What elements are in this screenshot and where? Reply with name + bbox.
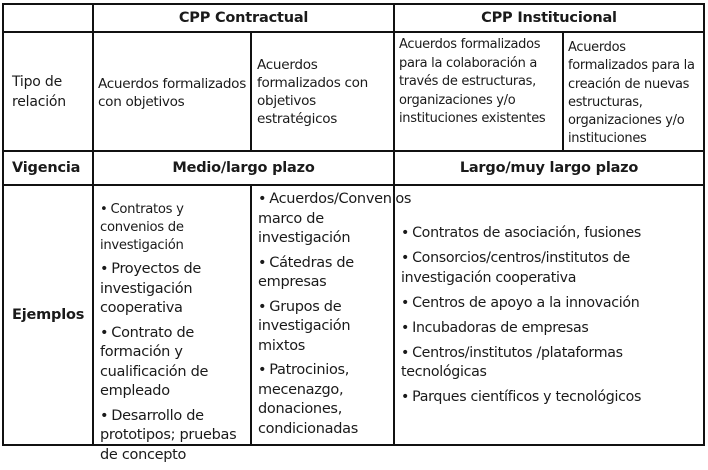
list-item: • Contratos de asociación, fusiones bbox=[401, 225, 641, 241]
list-item: • Incubadoras de empresas bbox=[401, 319, 589, 336]
border-contractual-split-tipo bbox=[250, 31, 252, 151]
list-item: • Cátedras de empresas bbox=[258, 254, 354, 290]
ejemplos-contractual-b bbox=[258, 190, 412, 444]
row-label-ejemplos: Ejemplos bbox=[12, 307, 85, 323]
border-contractual-split-ejemplos bbox=[250, 184, 252, 446]
tipo-institucional-b: Acuerdos formalizados para la creación de nuevas estructuras, organizaciones y/o instituciones bbox=[568, 40, 695, 147]
header-cpp-contractual: CPP Contractual bbox=[178, 9, 309, 26]
border-middle bbox=[393, 3, 395, 446]
vigencia-institucional: Largo/muy largo plazo bbox=[459, 160, 639, 176]
border-label-col bbox=[92, 3, 94, 446]
cpp-comparison-table bbox=[2, 3, 705, 463]
list-item: • Patrocinios, mecenazgo, donaciones, condicionadas bbox=[258, 362, 358, 437]
border-vigencia-bottom bbox=[2, 184, 705, 186]
list-item: • Acuerdos/Convenios marco de investigación bbox=[258, 191, 412, 246]
list-item: • Grupos de investigación mixtos bbox=[258, 298, 351, 354]
header-cpp-institucional: CPP Institucional bbox=[481, 9, 617, 26]
tipo-institucional-a: Acuerdos formalizados para la colaboración a través de estructuras, organizaciones y/o instituciones existentes bbox=[399, 37, 546, 127]
list-item: • Contrato de formación y cualificación de empleado bbox=[100, 324, 209, 399]
tipo-contractual-b: Acuerdos formalizados con objetivos estratégicos bbox=[257, 56, 368, 127]
border-institucional-split-tipo bbox=[562, 31, 564, 151]
list-item: • Centros/institutos /plataformas tecnológicas bbox=[401, 344, 623, 380]
row-label-tipo-line2: relación bbox=[12, 93, 66, 110]
list-item: • Parques científicos y tecnológicos bbox=[401, 389, 642, 405]
list-item: • Centros de apoyo a la innovación bbox=[401, 294, 640, 311]
list-item: • Consorcios/centros/institutos de investigación cooperativa bbox=[401, 250, 630, 286]
list-item: • Proyectos de investigación cooperativa bbox=[100, 261, 201, 316]
list-item: • Contratos y convenios de investigación bbox=[100, 202, 184, 253]
vigencia-contractual: Medio/largo plazo bbox=[172, 160, 315, 176]
border-right bbox=[703, 3, 705, 446]
ejemplos-institucional bbox=[401, 224, 701, 413]
ejemplos-contractual-a bbox=[100, 201, 250, 470]
row-label-tipo-de-relacion bbox=[4, 33, 92, 150]
list-item: • Desarrollo de prototipos; pruebas de concepto bbox=[100, 407, 237, 463]
tipo-contractual-a: Acuerdos formalizados con objetivos bbox=[98, 75, 246, 110]
row-label-tipo-line1: Tipo de bbox=[12, 73, 63, 90]
row-label-vigencia: Vigencia bbox=[12, 160, 81, 176]
